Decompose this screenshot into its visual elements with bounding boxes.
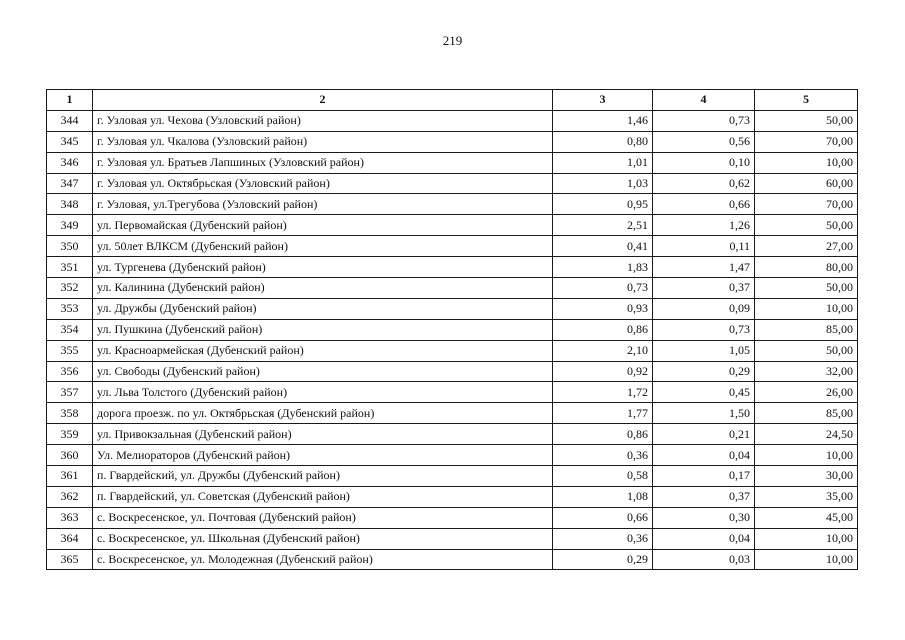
value-col-3-cell: 0,66 <box>553 507 653 528</box>
row-number-cell: 357 <box>47 382 93 403</box>
row-number-cell: 363 <box>47 507 93 528</box>
street-name-cell: ул. Свободы (Дубенский район) <box>93 361 553 382</box>
street-name-cell: ул. Льва Толстого (Дубенский район) <box>93 382 553 403</box>
row-number-cell: 355 <box>47 340 93 361</box>
street-name-cell: Ул. Мелиораторов (Дубенский район) <box>93 445 553 466</box>
value-col-4-cell: 0,29 <box>653 361 755 382</box>
header-col-5: 5 <box>755 90 858 111</box>
row-number-cell: 362 <box>47 486 93 507</box>
value-col-3-cell: 0,73 <box>553 278 653 299</box>
value-col-5-cell: 70,00 <box>755 194 858 215</box>
street-name-cell: г. Узловая ул. Братьев Лапшиных (Узловский район) <box>93 152 553 173</box>
table-row <box>47 257 858 278</box>
row-number-cell: 345 <box>47 131 93 152</box>
value-col-3-cell: 1,01 <box>553 152 653 173</box>
value-col-5-cell: 26,00 <box>755 382 858 403</box>
value-col-5-cell: 10,00 <box>755 298 858 319</box>
value-col-5-cell: 50,00 <box>755 278 858 299</box>
value-col-5-cell: 60,00 <box>755 173 858 194</box>
table-row <box>47 382 858 403</box>
value-col-3-cell: 0,92 <box>553 361 653 382</box>
value-col-3-cell: 0,41 <box>553 236 653 257</box>
table-row <box>47 131 858 152</box>
value-col-3-cell: 0,95 <box>553 194 653 215</box>
table-row <box>47 173 858 194</box>
value-col-5-cell: 85,00 <box>755 319 858 340</box>
row-number-cell: 349 <box>47 215 93 236</box>
value-col-3-cell: 0,36 <box>553 528 653 549</box>
row-number-cell: 360 <box>47 445 93 466</box>
value-col-3-cell: 0,86 <box>553 424 653 445</box>
value-col-5-cell: 80,00 <box>755 257 858 278</box>
value-col-4-cell: 0,62 <box>653 173 755 194</box>
value-col-3-cell: 2,10 <box>553 340 653 361</box>
street-name-cell: ул. Тургенева (Дубенский район) <box>93 257 553 278</box>
value-col-5-cell: 35,00 <box>755 486 858 507</box>
value-col-5-cell: 10,00 <box>755 445 858 466</box>
value-col-4-cell: 1,47 <box>653 257 755 278</box>
table-header-row <box>47 90 858 111</box>
data-table <box>46 89 858 570</box>
value-col-5-cell: 50,00 <box>755 215 858 236</box>
value-col-3-cell: 2,51 <box>553 215 653 236</box>
value-col-4-cell: 0,73 <box>653 110 755 131</box>
value-col-5-cell: 70,00 <box>755 131 858 152</box>
value-col-4-cell: 0,66 <box>653 194 755 215</box>
value-col-5-cell: 30,00 <box>755 466 858 487</box>
table-row <box>47 528 858 549</box>
street-name-cell: г. Узловая ул. Октябрьская (Узловский район) <box>93 173 553 194</box>
table-row <box>47 319 858 340</box>
row-number-cell: 359 <box>47 424 93 445</box>
table-row <box>47 194 858 215</box>
value-col-3-cell: 1,08 <box>553 486 653 507</box>
table-row <box>47 278 858 299</box>
row-number-cell: 344 <box>47 110 93 131</box>
table-row <box>47 215 858 236</box>
value-col-5-cell: 27,00 <box>755 236 858 257</box>
value-col-5-cell: 50,00 <box>755 340 858 361</box>
value-col-3-cell: 1,77 <box>553 403 653 424</box>
table-row <box>47 403 858 424</box>
value-col-3-cell: 1,46 <box>553 110 653 131</box>
value-col-3-cell: 1,03 <box>553 173 653 194</box>
table-row <box>47 466 858 487</box>
value-col-5-cell: 50,00 <box>755 110 858 131</box>
table-row <box>47 507 858 528</box>
table-row <box>47 424 858 445</box>
header-col-1: 1 <box>47 90 93 111</box>
row-number-cell: 354 <box>47 319 93 340</box>
street-name-cell: ул. Дружбы (Дубенский район) <box>93 298 553 319</box>
header-col-2: 2 <box>93 90 553 111</box>
street-name-cell: дорога проезж. по ул. Октябрьская (Дубенский район) <box>93 403 553 424</box>
street-name-cell: г. Узловая ул. Чкалова (Узловский район) <box>93 131 553 152</box>
row-number-cell: 348 <box>47 194 93 215</box>
table-row <box>47 340 858 361</box>
street-name-cell: с. Воскресенское, ул. Школьная (Дубенский район) <box>93 528 553 549</box>
header-col-3: 3 <box>553 90 653 111</box>
value-col-4-cell: 0,04 <box>653 445 755 466</box>
table-row <box>47 549 858 570</box>
table-row <box>47 361 858 382</box>
street-name-cell: ул. Пушкина (Дубенский район) <box>93 319 553 340</box>
value-col-4-cell: 0,37 <box>653 486 755 507</box>
value-col-4-cell: 0,09 <box>653 298 755 319</box>
value-col-4-cell: 0,30 <box>653 507 755 528</box>
street-name-cell: п. Гвардейский, ул. Дружбы (Дубенский район) <box>93 466 553 487</box>
table-row <box>47 486 858 507</box>
value-col-4-cell: 0,45 <box>653 382 755 403</box>
value-col-4-cell: 0,37 <box>653 278 755 299</box>
value-col-4-cell: 0,11 <box>653 236 755 257</box>
row-number-cell: 364 <box>47 528 93 549</box>
value-col-3-cell: 0,29 <box>553 549 653 570</box>
value-col-5-cell: 24,50 <box>755 424 858 445</box>
value-col-5-cell: 32,00 <box>755 361 858 382</box>
row-number-cell: 361 <box>47 466 93 487</box>
value-col-3-cell: 0,86 <box>553 319 653 340</box>
row-number-cell: 365 <box>47 549 93 570</box>
value-col-5-cell: 10,00 <box>755 152 858 173</box>
value-col-3-cell: 0,93 <box>553 298 653 319</box>
header-col-4: 4 <box>653 90 755 111</box>
row-number-cell: 347 <box>47 173 93 194</box>
street-name-cell: ул. Красноармейская (Дубенский район) <box>93 340 553 361</box>
value-col-4-cell: 0,56 <box>653 131 755 152</box>
value-col-3-cell: 0,36 <box>553 445 653 466</box>
row-number-cell: 358 <box>47 403 93 424</box>
value-col-4-cell: 1,05 <box>653 340 755 361</box>
row-number-cell: 350 <box>47 236 93 257</box>
value-col-4-cell: 0,10 <box>653 152 755 173</box>
street-name-cell: ул. Калинина (Дубенский район) <box>93 278 553 299</box>
page-number: 219 <box>442 33 463 48</box>
street-name-cell: п. Гвардейский, ул. Советская (Дубенский район) <box>93 486 553 507</box>
street-name-cell: ул. Привокзальная (Дубенский район) <box>93 424 553 445</box>
value-col-4-cell: 0,04 <box>653 528 755 549</box>
table-row <box>47 152 858 173</box>
row-number-cell: 352 <box>47 278 93 299</box>
value-col-3-cell: 1,72 <box>553 382 653 403</box>
value-col-4-cell: 1,26 <box>653 215 755 236</box>
table-row <box>47 236 858 257</box>
row-number-cell: 353 <box>47 298 93 319</box>
value-col-3-cell: 0,80 <box>553 131 653 152</box>
value-col-5-cell: 10,00 <box>755 528 858 549</box>
row-number-cell: 356 <box>47 361 93 382</box>
value-col-4-cell: 1,50 <box>653 403 755 424</box>
row-number-cell: 346 <box>47 152 93 173</box>
street-name-cell: с. Воскресенское, ул. Почтовая (Дубенский район) <box>93 507 553 528</box>
value-col-5-cell: 10,00 <box>755 549 858 570</box>
value-col-4-cell: 0,17 <box>653 466 755 487</box>
street-name-cell: г. Узловая, ул.Трегубова (Узловский район) <box>93 194 553 215</box>
value-col-4-cell: 0,73 <box>653 319 755 340</box>
value-col-4-cell: 0,21 <box>653 424 755 445</box>
street-name-cell: ул. Первомайская (Дубенский район) <box>93 215 553 236</box>
table-row <box>47 110 858 131</box>
value-col-5-cell: 45,00 <box>755 507 858 528</box>
table-body <box>47 110 858 570</box>
street-name-cell: ул. 50лет ВЛКСМ (Дубенский район) <box>93 236 553 257</box>
value-col-3-cell: 1,83 <box>553 257 653 278</box>
value-col-5-cell: 85,00 <box>755 403 858 424</box>
table-row <box>47 298 858 319</box>
value-col-4-cell: 0,03 <box>653 549 755 570</box>
row-number-cell: 351 <box>47 257 93 278</box>
table-row <box>47 445 858 466</box>
street-name-cell: г. Узловая ул. Чехова (Узловский район) <box>93 110 553 131</box>
value-col-3-cell: 0,58 <box>553 466 653 487</box>
street-name-cell: с. Воскресенское, ул. Молодежная (Дубенский район) <box>93 549 553 570</box>
